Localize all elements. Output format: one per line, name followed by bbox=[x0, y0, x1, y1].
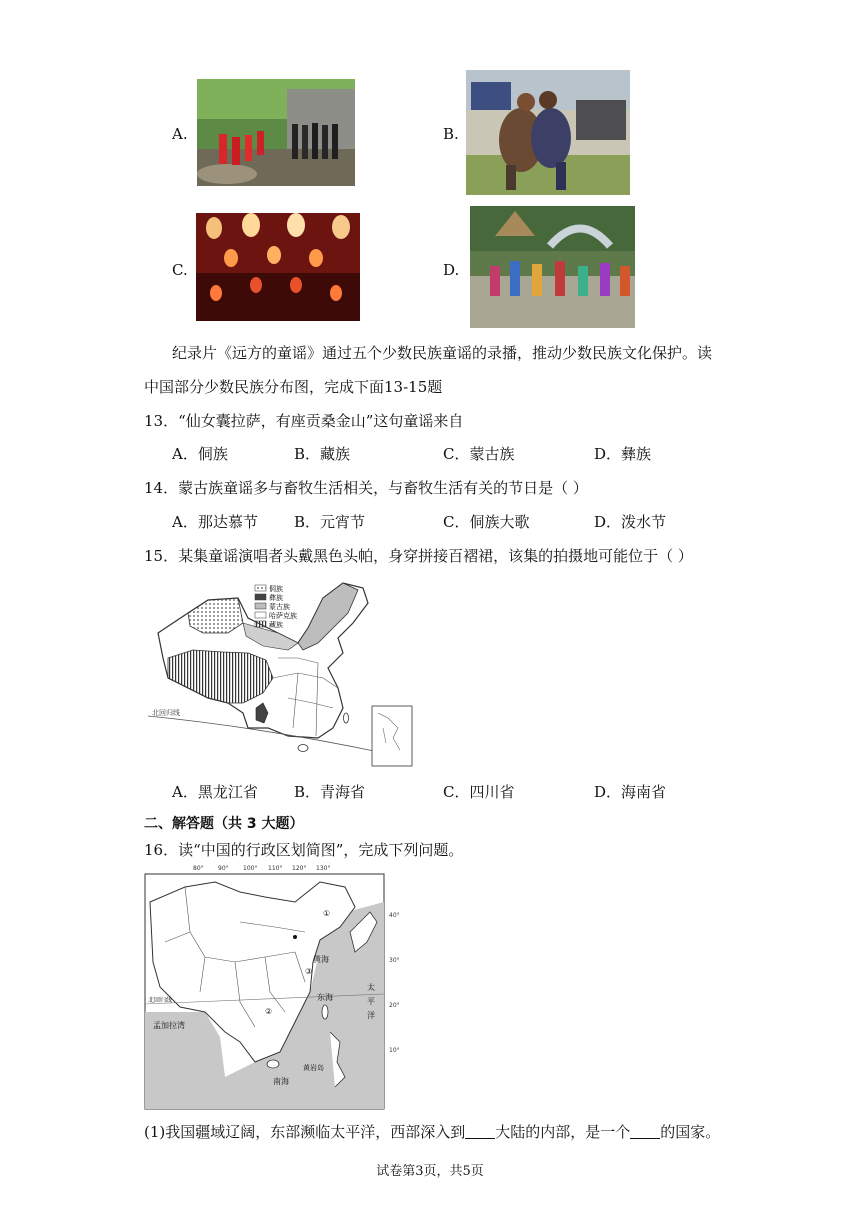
q13-option-b[interactable]: B．藏族 bbox=[294, 445, 351, 463]
q16-sub1-part-c: 的国家。 bbox=[660, 1123, 721, 1141]
legend-mongol: 蒙古族 bbox=[269, 603, 290, 611]
q16-sub1-part-a: (1)我国疆域辽阔，东部濒临太平洋，西部深入到 bbox=[144, 1123, 466, 1141]
label-east-sea: 东海 bbox=[317, 993, 333, 1002]
q13-option-d[interactable]: D．彝族 bbox=[594, 445, 652, 463]
q13-stem: 13．“仙女囊拉萨，有座贡桑金山”这句童谣来自 bbox=[144, 412, 464, 430]
south-china-sea-inset bbox=[372, 706, 412, 766]
q15-option-b[interactable]: B．青海省 bbox=[294, 783, 366, 801]
lat-tick-20: 20° bbox=[389, 1002, 400, 1009]
q13-option-c[interactable]: C．蒙古族 bbox=[443, 445, 515, 463]
section-title: 二、解答题（共 3 大题） bbox=[144, 816, 304, 832]
q15-stem: 15．某集童谣演唱者头戴黑色头帕，身穿拼接百褶裙，该集的拍摄地可能位于（ ） bbox=[144, 547, 693, 565]
page-footer: 试卷第3页，共5页 bbox=[376, 1164, 484, 1179]
q16-blank-2[interactable] bbox=[630, 1124, 660, 1139]
intro-line-2: 中国部分少数民族分布图，完成下面13-15题 bbox=[144, 378, 443, 396]
lat-tick-40: 40° bbox=[389, 912, 400, 919]
q15-option-a[interactable]: A．黑龙江省 bbox=[172, 783, 258, 801]
q16-sub1-part-b: 大陆的内部，是一个 bbox=[495, 1123, 631, 1141]
intro-line-1: 纪录片《远方的童谣》通过五个少数民族童谣的录播，推动少数民族文化保护。读 bbox=[172, 344, 713, 362]
tropic-label: 北回归线 bbox=[152, 709, 180, 717]
lon-tick-90: 90° bbox=[218, 865, 229, 872]
q14-option-a[interactable]: A．那达慕节 bbox=[172, 513, 258, 531]
lon-tick-130: 130° bbox=[316, 865, 331, 872]
label-tropic: 北回归线 bbox=[148, 997, 173, 1004]
label-yellow-sea: 黄海 bbox=[313, 955, 329, 964]
q16-sub1 bbox=[144, 1122, 720, 1142]
legend-tibetan: 藏族 bbox=[269, 621, 283, 629]
option-a-photo-dong-festival bbox=[197, 79, 355, 186]
china-administrative-map bbox=[145, 862, 400, 1110]
q14-option-b[interactable]: B．元宵节 bbox=[294, 513, 366, 531]
lat-tick-30: 30° bbox=[389, 957, 400, 964]
label-pacific-2: 平 bbox=[367, 997, 375, 1006]
lon-tick-110: 110° bbox=[268, 865, 283, 872]
lon-tick-80: 80° bbox=[193, 865, 204, 872]
label-pacific-3: 洋 bbox=[367, 1011, 375, 1020]
ethnic-distribution-map bbox=[148, 578, 418, 770]
lon-tick-100: 100° bbox=[243, 865, 258, 872]
label-num-3: ③ bbox=[305, 967, 313, 976]
legend-dong: 侗族 bbox=[269, 585, 283, 593]
q16-blank-1[interactable] bbox=[465, 1124, 495, 1139]
option-b-photo-mongolian-wrestling bbox=[466, 70, 630, 195]
q13-option-a[interactable]: A．侗族 bbox=[172, 445, 228, 463]
q15-option-c[interactable]: C．四川省 bbox=[443, 783, 515, 801]
option-a-label: A. bbox=[172, 125, 188, 143]
label-bay-of-bengal: 孟加拉湾 bbox=[153, 1021, 185, 1030]
label-huangyan-island: 黄岩岛 bbox=[303, 1064, 324, 1072]
lon-tick-120: 120° bbox=[292, 865, 307, 872]
q14-option-d[interactable]: D．泼水节 bbox=[594, 513, 667, 531]
q14-stem: 14．蒙古族童谣多与畜牧生活相关，与畜牧生活有关的节日是（ ） bbox=[144, 479, 588, 497]
legend-kazakh: 哈萨克族 bbox=[269, 612, 297, 620]
option-d-photo-water-splashing-festival bbox=[470, 206, 635, 328]
map-legend bbox=[255, 584, 297, 629]
q14-option-c[interactable]: C．侗族大歌 bbox=[443, 513, 530, 531]
q15-option-d[interactable]: D．海南省 bbox=[594, 783, 667, 801]
option-b-label: B. bbox=[443, 125, 459, 143]
option-c-photo-lantern-festival bbox=[196, 213, 360, 321]
legend-yi: 彝族 bbox=[269, 594, 283, 602]
label-pacific-1: 太 bbox=[367, 983, 375, 992]
lat-tick-10: 10° bbox=[389, 1047, 400, 1054]
label-num-1: ① bbox=[323, 909, 331, 918]
option-c-label: C. bbox=[172, 261, 188, 279]
option-d-label: D. bbox=[443, 261, 460, 279]
label-num-2: ② bbox=[265, 1007, 273, 1016]
q16-stem: 16．读“中国的行政区划简图”，完成下列问题。 bbox=[144, 841, 464, 859]
label-south-sea: 南海 bbox=[273, 1077, 289, 1086]
